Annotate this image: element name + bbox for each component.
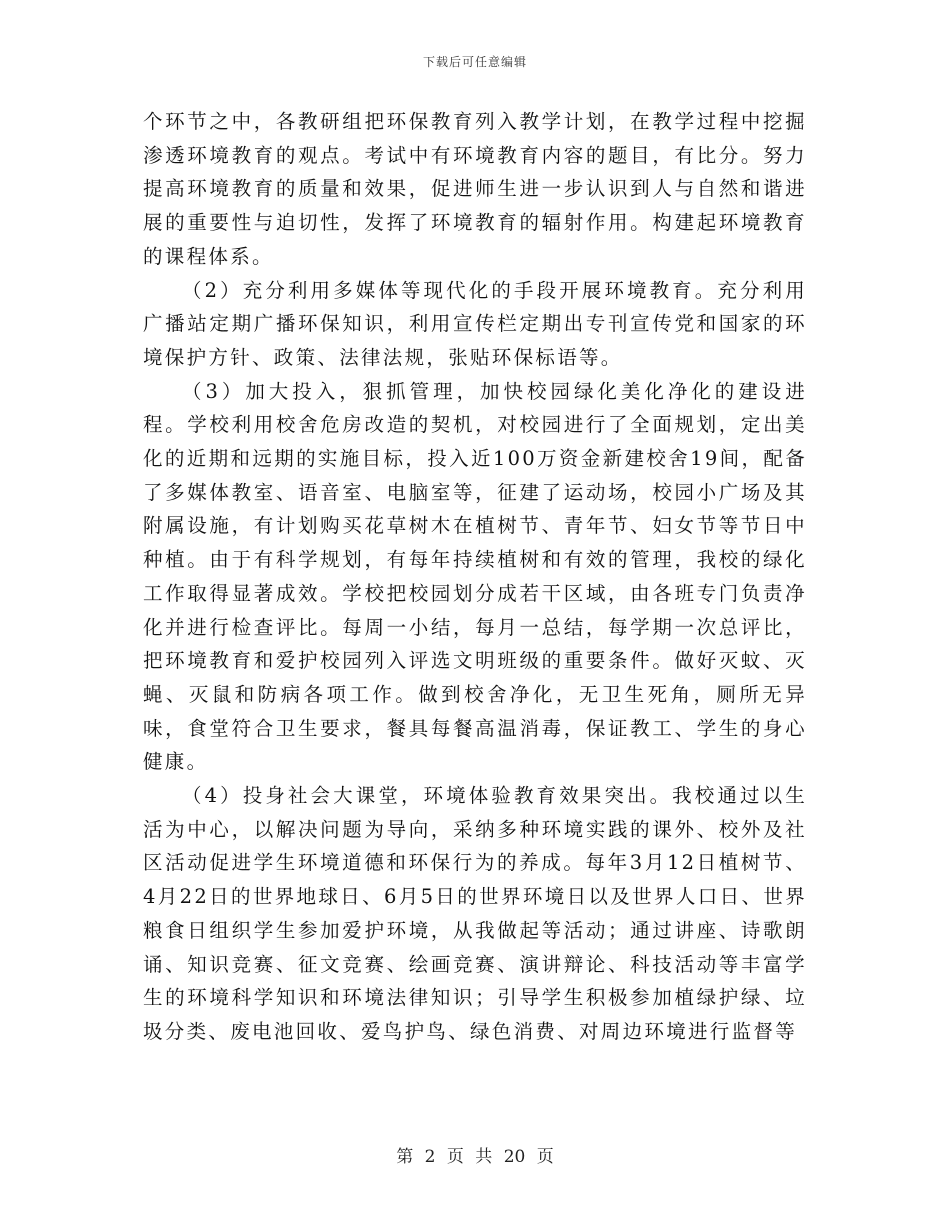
paragraph-2: （2）充分利用多媒体等现代化的手段开展环境教育。充分利用广播站定期广播环保知识，利用宣传栏定期出专刊宣传党和国家的环境保护方针、政策、法律法规，张贴环保标语等。 bbox=[143, 278, 807, 369]
paragraph-4: （4）投身社会大课堂，环境体验教育效果突出。我校通过以生活为中心，以解决问题为导向，采纳多种环境实践的课外、校外及社区活动促进学生环境道德和环保行为的养成。每年3月12日植树节、4月22日的世界地球日、6月5日的世界环境日以及世界人口日、世界粮食日组织学生参加爱护环境，从我做起等活动；通过讲座、诗歌朗诵、知识竞赛、征文竞赛、绘画竞赛、演讲辩论、科技活动等丰富学生的环境科学知识和环境法律知识；引导学生积极参加植绿护绿、垃圾分类、废电池回收、爱鸟护鸟、绿色消费、对周边环境进行监督等 bbox=[143, 784, 807, 1043]
page-header: 下载后可任意编辑 bbox=[422, 55, 527, 69]
paragraph-1: 个环节之中，各教研组把环保教育列入教学计划，在教学过程中挖掘渗透环境教育的观点。考试中有环境教育内容的题目，有比分。努力提高环境教育的质量和效果，促进师生进一步认识到人与自然和谐进展的重要性与迫切性，发挥了环境教育的辐射作用。构建起环境教育的课程体系。 bbox=[143, 110, 807, 268]
page-number-footer: 第 2 页 共 20 页 bbox=[396, 1147, 554, 1167]
document-body bbox=[143, 105, 807, 1049]
paragraph-3: （3）加大投入，狠抓管理，加快校园绿化美化净化的建设进程。学校利用校舍危房改造的契机，对校园进行了全面规划，定出美化的近期和远期的实施目标，投入近100万资金新建校舍19间，配备了多媒体教室、语音室、电脑室等，征建了运动场，校园小广场及其附属设施，有计划购买花草树木在植树节、青年节、妇女节等节日中种植。由于有科学规划，有每年持续植树和有效的管理，我校的绿化工作取得显著成效。学校把校园划分成若干区域，由各班专门负责净化并进行检查评比。每周一小结，每月一总结，每学期一次总评比，把环境教育和爱护校园列入评选文明班级的重要条件。做好灭蚊、灭蝇、灭鼠和防病各项工作。做到校舍净化，无卫生死角，厕所无异味，食堂符合卫生要求，餐具每餐高温消毒，保证教工、学生的身心健康。 bbox=[143, 379, 807, 774]
